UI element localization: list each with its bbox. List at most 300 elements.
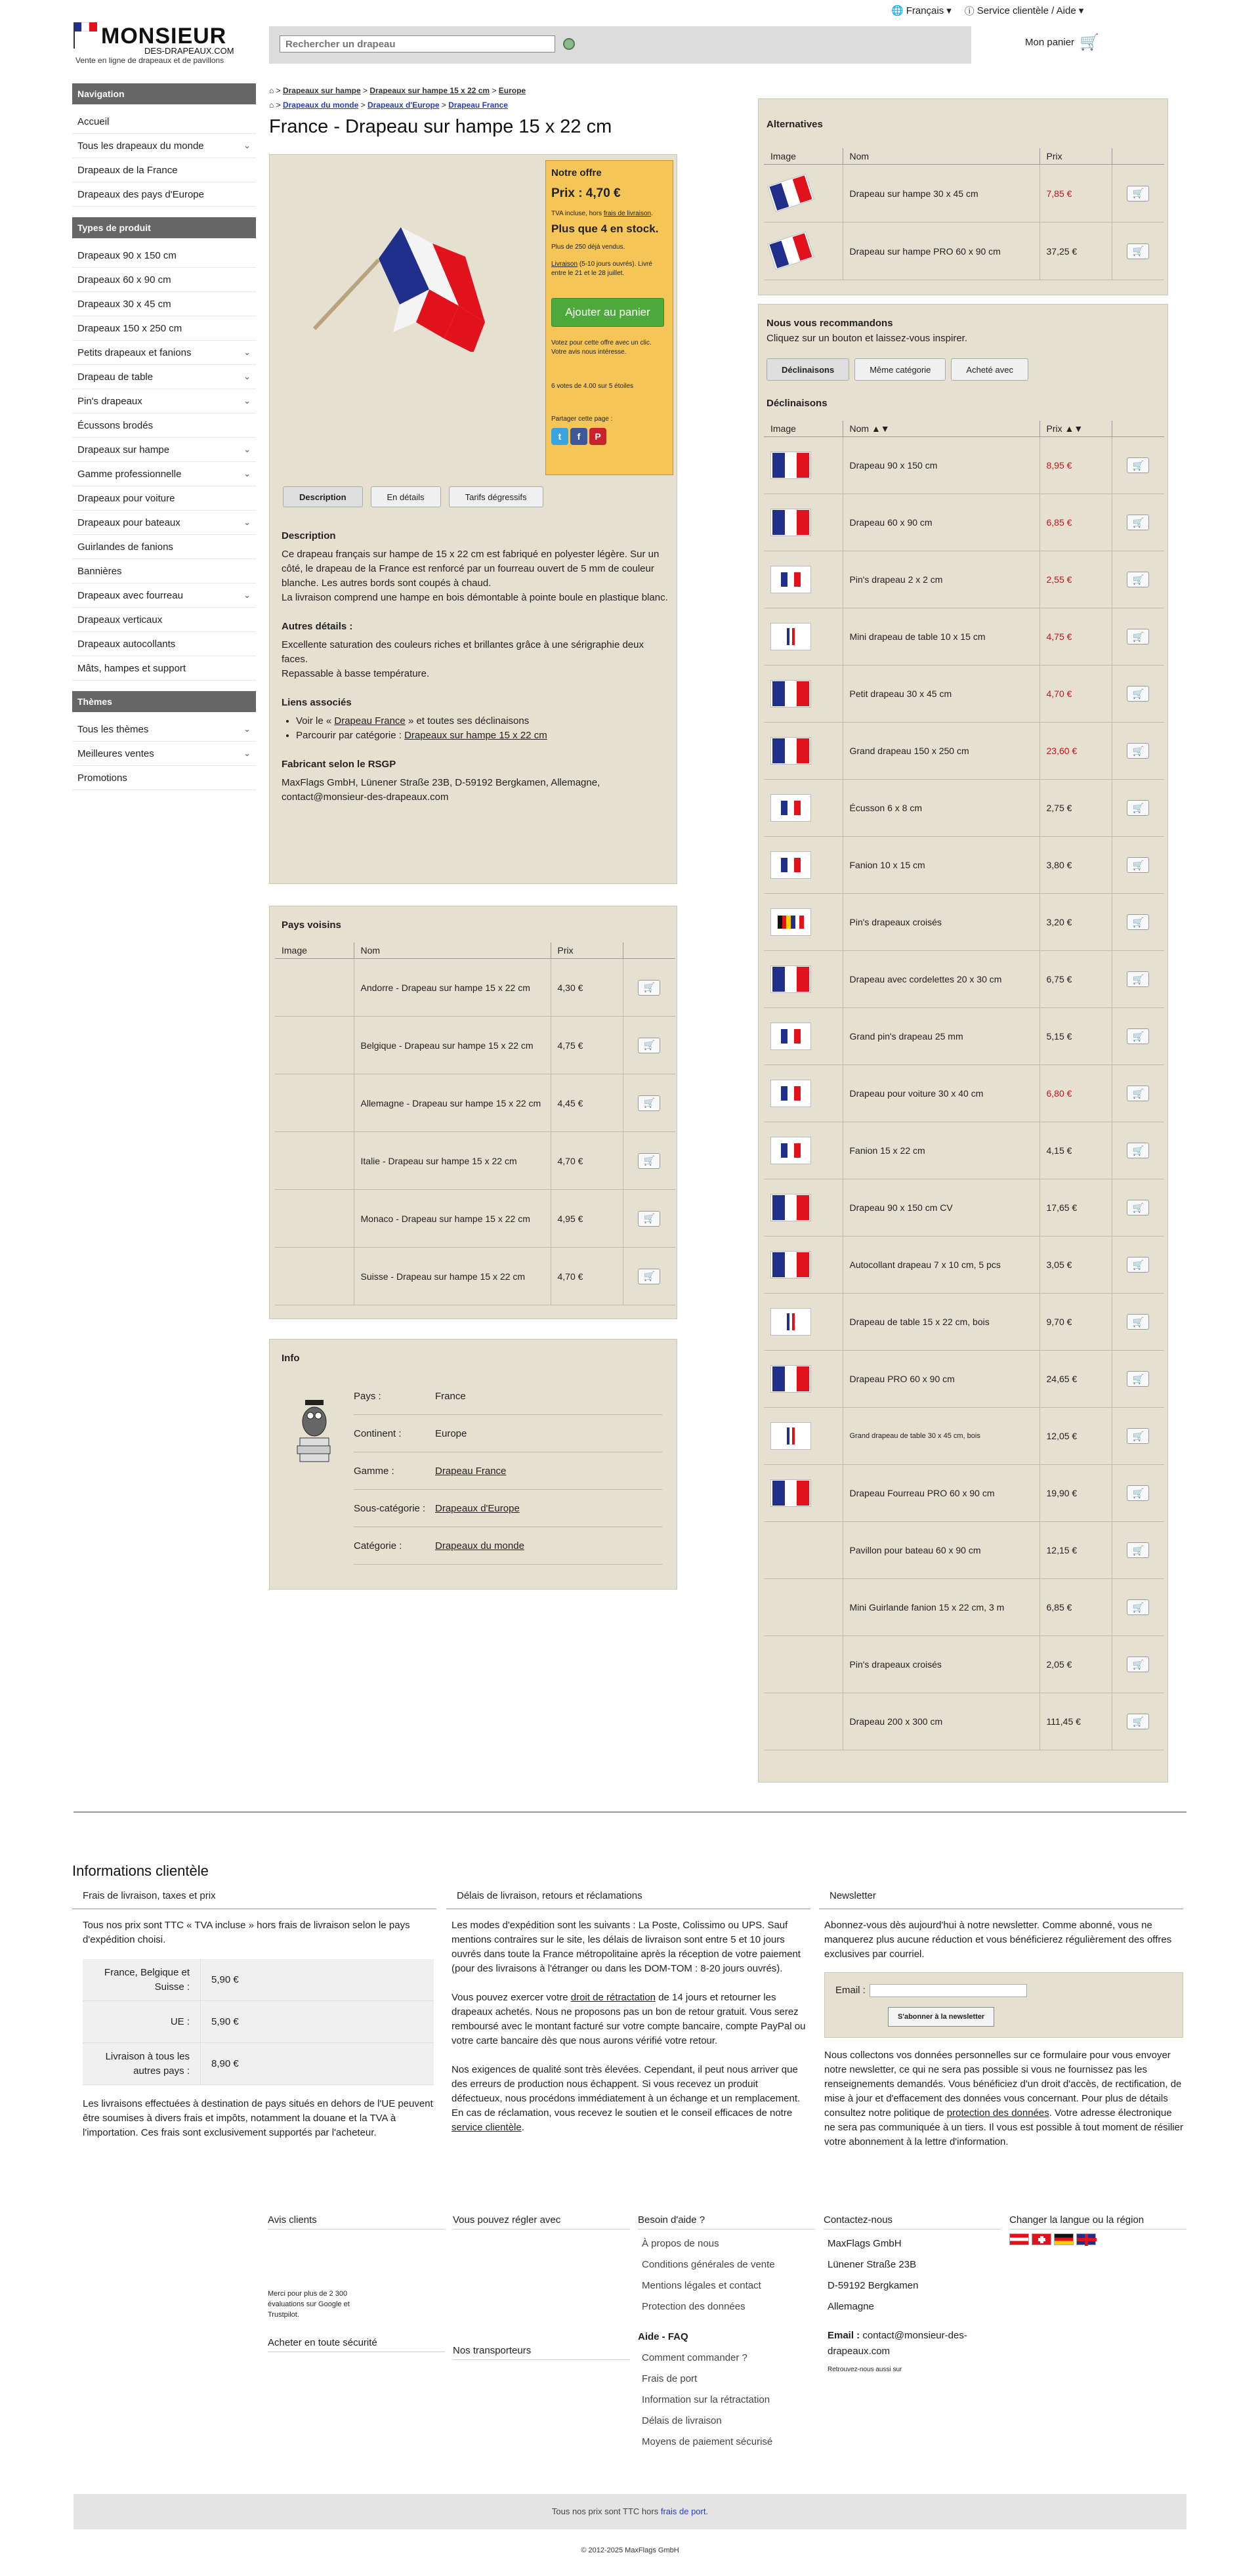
flag-thumbnail[interactable]: [770, 1080, 811, 1107]
add-cell: [1112, 1294, 1164, 1351]
sidebar-item[interactable]: [72, 535, 256, 559]
category-link[interactable]: Drapeaux sur hampe 15 x 22 cm: [404, 730, 547, 741]
image-cell: [764, 608, 843, 665]
product-name-link[interactable]: Drapeau pour voiture 30 x 40 cm: [843, 1065, 1040, 1122]
add-to-cart-icon[interactable]: 🛒: [638, 1038, 660, 1053]
divider: [74, 1811, 1186, 1813]
chevron-down-icon[interactable]: ⌄: [243, 590, 251, 600]
add-cell: [623, 1074, 675, 1132]
sidebar-item[interactable]: [72, 742, 256, 766]
table-row: [275, 959, 675, 1017]
shipping-price: 8,90 €: [211, 2058, 239, 2069]
table-row: [275, 1190, 675, 1248]
product-name-link[interactable]: Italie - Drapeau sur hampe 15 x 22 cm: [354, 1132, 551, 1190]
add-to-cart-icon[interactable]: 🛒: [1127, 1143, 1149, 1158]
info-value: Europe: [435, 1427, 467, 1439]
subscribe-button[interactable]: S'abonner à la newsletter: [888, 2007, 994, 2027]
flag-thumbnail[interactable]: [770, 1365, 811, 1393]
switzerland-flag-icon[interactable]: [1032, 2233, 1051, 2245]
add-cell: [1112, 1636, 1164, 1693]
product-name-link[interactable]: Fanion 15 x 22 cm: [843, 1122, 1040, 1179]
price: 7,85 €: [1040, 165, 1112, 222]
price: 4,70 €: [551, 1132, 623, 1190]
table-row: [764, 1122, 1164, 1179]
product-name-link[interactable]: Drapeau sur hampe 30 x 45 cm: [843, 165, 1040, 222]
image-cell: [764, 1636, 843, 1693]
recommend-title: Nous vous recommandons: [766, 318, 893, 329]
add-to-cart-button[interactable]: Ajouter au panier: [551, 298, 664, 327]
add-cell: [623, 1132, 675, 1190]
table-row: [764, 1008, 1164, 1065]
table-row: [275, 1017, 675, 1074]
flag-thumbnail[interactable]: [770, 737, 811, 765]
tab-variants[interactable]: Déclinaisons: [766, 358, 849, 381]
rating-text: 6 votes de 4.00 sur 5 étoiles: [551, 383, 634, 391]
info-key: Catégorie :: [354, 1540, 402, 1552]
add-to-cart-icon[interactable]: 🛒: [638, 1153, 660, 1169]
price: 12,15 €: [1040, 1522, 1112, 1579]
info-row: [354, 1415, 662, 1452]
add-to-cart-icon[interactable]: 🛒: [1127, 1028, 1149, 1044]
other-details-heading: Autres détails :: [282, 621, 353, 632]
add-to-cart-icon[interactable]: 🛒: [638, 1211, 660, 1227]
sidebar-item[interactable]: [72, 158, 256, 182]
image-cell: [764, 951, 843, 1008]
add-to-cart-icon[interactable]: 🛒: [638, 980, 660, 996]
price: 17,65 €: [1040, 1179, 1112, 1236]
shipping-price: 5,90 €: [211, 2016, 239, 2027]
germany-flag-icon[interactable]: [1054, 2233, 1074, 2245]
product-name-link[interactable]: Drapeau 60 x 90 cm: [843, 494, 1040, 551]
shipping-fees-link[interactable]: frais de port: [660, 2506, 706, 2516]
column-header: Image: [275, 942, 354, 959]
flag-thumbnail[interactable]: [770, 1422, 811, 1450]
chevron-down-icon[interactable]: ⌄: [243, 444, 251, 454]
add-to-cart-icon[interactable]: 🛒: [1127, 1086, 1149, 1101]
product-name-link[interactable]: Pin's drapeaux croisés: [843, 1636, 1040, 1693]
info-key: Gamme :: [354, 1465, 394, 1477]
info-link[interactable]: Drapeaux d'Europe: [435, 1502, 520, 1514]
chevron-down-icon[interactable]: ⌄: [243, 469, 251, 478]
sidebar-item[interactable]: [72, 182, 256, 207]
breadcrumb-link[interactable]: Drapeaux du monde: [282, 100, 359, 110]
product-name-link[interactable]: Drapeau 90 x 150 cm: [843, 437, 1040, 494]
pinterest-icon[interactable]: P: [589, 428, 606, 445]
flag-thumbnail[interactable]: [767, 173, 814, 212]
tab-details[interactable]: En détails: [371, 486, 441, 507]
sidebar-item[interactable]: [72, 717, 256, 742]
product-name-link[interactable]: Belgique - Drapeau sur hampe 15 x 22 cm: [354, 1017, 551, 1074]
sidebar-item-label: Drapeaux 60 x 90 cm: [77, 274, 171, 285]
product-name-link[interactable]: Mini Guirlande fanion 15 x 22 cm, 3 m: [843, 1579, 1040, 1636]
sidebar-item[interactable]: [72, 316, 256, 341]
price: 2,05 €: [1040, 1636, 1112, 1693]
add-cell: [623, 1248, 675, 1305]
sidebar-item[interactable]: [72, 583, 256, 608]
vote-note: Votez pour cette offre avec un clic. Votre avis nous intéresse.: [551, 339, 652, 356]
shipping-heading: Frais de livraison, taxes et prix: [72, 1889, 436, 1909]
price: 12,05 €: [1040, 1408, 1112, 1465]
footer-link[interactable]: Comment commander ?: [642, 2352, 747, 2363]
sidebar-item-label: Accueil: [77, 116, 110, 127]
cart-label: Mon panier: [1025, 37, 1075, 48]
sidebar-themes-title: Thèmes: [72, 691, 256, 712]
column-header: Prix: [551, 942, 623, 959]
add-cell: [623, 1017, 675, 1074]
sidebar-item-label: Drapeaux sur hampe: [77, 444, 170, 455]
add-cell: [1112, 665, 1164, 723]
footer-link[interactable]: Frais de port: [642, 2373, 698, 2384]
variants-table: [764, 421, 1164, 1750]
add-cell: [1112, 1122, 1164, 1179]
product-name-link[interactable]: Drapeau 200 x 300 cm: [843, 1693, 1040, 1750]
product-name-link[interactable]: Suisse - Drapeau sur hampe 15 x 22 cm: [354, 1248, 551, 1305]
payment-heading: Vous pouvez régler avec: [453, 2212, 630, 2229]
sidebar-item-label: Mâts, hampes et support: [77, 662, 186, 674]
flag-thumbnail[interactable]: [770, 965, 811, 993]
add-to-cart-icon[interactable]: 🛒: [1127, 1485, 1149, 1501]
price: 6,80 €: [1040, 1065, 1112, 1122]
sidebar-item[interactable]: [72, 243, 256, 268]
table-row: [764, 1693, 1164, 1750]
facebook-icon[interactable]: f: [570, 428, 587, 445]
price: 4,75 €: [551, 1017, 623, 1074]
image-cell: [764, 665, 843, 723]
price: 6,85 €: [1040, 494, 1112, 551]
sidebar-item[interactable]: [72, 341, 256, 365]
flag-thumbnail[interactable]: [770, 1194, 811, 1221]
product-name-link[interactable]: Grand pin's drapeau 25 mm: [843, 1008, 1040, 1065]
breadcrumb-link[interactable]: Europe: [498, 86, 526, 95]
product-name-link[interactable]: Drapeau 90 x 150 cm CV: [843, 1179, 1040, 1236]
add-cell: [1112, 437, 1164, 494]
product-name-link[interactable]: Drapeau avec cordelettes 20 x 30 cm: [843, 951, 1040, 1008]
add-to-cart-icon[interactable]: 🛒: [1127, 515, 1149, 530]
shipping-fees-link[interactable]: frais de livraison: [603, 209, 652, 217]
product-name-link[interactable]: Grand drapeau de table 30 x 45 cm, bois: [843, 1408, 1040, 1465]
add-cell: [1112, 1351, 1164, 1408]
add-cell: [1112, 608, 1164, 665]
product-tabs: [283, 486, 543, 507]
sidebar-item[interactable]: [72, 656, 256, 681]
price: 4,30 €: [551, 959, 623, 1017]
price: 4,70 €: [551, 1248, 623, 1305]
footer-link[interactable]: À propos de nous: [642, 2238, 719, 2249]
product-name-link[interactable]: Autocollant drapeau 7 x 10 cm, 5 pcs: [843, 1236, 1040, 1294]
sidebar-item[interactable]: [72, 413, 256, 438]
privacy-link[interactable]: protection des données: [946, 2107, 1049, 2119]
image-cell: [275, 1248, 354, 1305]
breadcrumb-link[interactable]: Drapeaux sur hampe 15 x 22 cm: [369, 86, 490, 95]
product-name-link[interactable]: Drapeau Fourreau PRO 60 x 90 cm: [843, 1465, 1040, 1522]
image-cell: [764, 1294, 843, 1351]
sidebar-item[interactable]: [72, 766, 256, 790]
language-flags: [1009, 2233, 1186, 2245]
neighbours-table: [275, 942, 675, 1305]
sidebar-item[interactable]: [72, 486, 256, 511]
footer-title: Informations clientèle: [72, 1863, 209, 1879]
product-image[interactable]: [301, 181, 492, 352]
image-cell: [275, 1190, 354, 1248]
add-to-cart-icon[interactable]: 🛒: [1127, 1314, 1149, 1330]
home-icon[interactable]: ⌂: [269, 86, 274, 95]
carriers-heading: Nos transporteurs: [453, 2342, 630, 2360]
info-key: Sous-catégorie :: [354, 1502, 426, 1514]
breadcrumb-link[interactable]: Drapeaux d'Europe: [367, 100, 440, 110]
footer-link[interactable]: Mentions légales et contact: [642, 2280, 761, 2291]
home-icon[interactable]: ⌂: [269, 100, 274, 110]
help-col: [638, 2212, 815, 2453]
flag-thumbnail[interactable]: [770, 1023, 811, 1050]
help-heading: Besoin d'aide ?: [638, 2212, 815, 2229]
search-input[interactable]: [280, 35, 555, 53]
add-to-cart-icon[interactable]: 🛒: [1127, 800, 1149, 816]
sidebar-item-label: Drapeau de table: [77, 371, 154, 383]
chevron-down-icon[interactable]: ⌄: [243, 517, 251, 527]
price: 37,25 €: [1040, 222, 1112, 280]
product-name-link[interactable]: Grand drapeau 150 x 250 cm: [843, 723, 1040, 780]
info-link[interactable]: Drapeau France: [435, 1465, 507, 1477]
chevron-down-icon[interactable]: ⌄: [243, 748, 251, 758]
footer-link[interactable]: Conditions générales de vente: [642, 2259, 775, 2270]
info-link[interactable]: Drapeaux du monde: [435, 1540, 524, 1552]
chevron-down-icon[interactable]: ⌄: [243, 140, 251, 150]
add-to-cart-icon[interactable]: 🛒: [1127, 629, 1149, 644]
product-name-link[interactable]: Fanion 10 x 15 cm: [843, 837, 1040, 894]
add-to-cart-icon[interactable]: 🛒: [1127, 1371, 1149, 1387]
footer-link[interactable]: Délais de livraison: [642, 2415, 722, 2426]
contact-line: Allemagne: [828, 2301, 874, 2312]
flag-thumbnail[interactable]: [770, 1251, 811, 1278]
sort-name-header[interactable]: Nom ▲▼: [843, 421, 1040, 437]
recommend-tabs: [766, 358, 1167, 381]
tab-pricing[interactable]: Tarifs dégressifs: [449, 486, 543, 507]
sidebar-item-label: Promotions: [77, 772, 127, 784]
language-selector[interactable]: 🌐 Français ▾: [891, 5, 952, 16]
flag-thumbnail[interactable]: [767, 231, 814, 270]
sidebar-item[interactable]: [72, 608, 256, 632]
add-cell: [1112, 1236, 1164, 1294]
add-to-cart-icon[interactable]: 🛒: [1127, 1428, 1149, 1444]
contact-heading: Contactez-nous: [824, 2212, 1001, 2229]
privacy-text: Nous collectons vos données personnelles sur ce formulaire pour vous envoyer notre newsletter, ce qui ne sera pas possible si vous ne fournissez pas les renseignements demandés. Vous bénéficiez d'un droit d'accès, de rectification, de mise à jour et d'effacement des données vous concernant. Pour plus de détails consultez notre politique de protection des données. Votre adresse électronique ne sera pas communiquée à un tiers. Il vous est possible à tout moment de résilier votre abonnement à la lettre d'information.: [824, 2050, 1183, 2147]
add-to-cart-icon[interactable]: 🛒: [1127, 243, 1149, 259]
breadcrumb-link[interactable]: Drapeaux sur hampe: [282, 86, 361, 95]
add-to-cart-icon[interactable]: 🛒: [638, 1269, 660, 1284]
contact-col: [824, 2212, 1001, 2380]
sidebar-item[interactable]: [72, 292, 256, 316]
footer-link[interactable]: Moyens de paiement sécurisé: [642, 2436, 773, 2447]
neighbours-title: Pays voisins: [282, 919, 341, 931]
add-to-cart-icon[interactable]: 🛒: [1127, 686, 1149, 702]
description-text: La livraison comprend une hampe en bois démontable à pointe boule en plastique blanc.: [282, 592, 668, 603]
sidebar-item-label: Gamme professionnelle: [77, 468, 182, 480]
product-name-link[interactable]: Monaco - Drapeau sur hampe 15 x 22 cm: [354, 1190, 551, 1248]
sidebar-item[interactable]: [72, 268, 256, 292]
product-name-link[interactable]: Pin's drapeaux croisés: [843, 894, 1040, 951]
table-row: [764, 551, 1164, 608]
tab-same-category[interactable]: Même catégorie: [854, 358, 946, 381]
product-name-link[interactable]: Allemagne - Drapeau sur hampe 15 x 22 cm: [354, 1074, 551, 1132]
add-to-cart-icon[interactable]: 🛒: [1127, 1257, 1149, 1273]
price: 9,70 €: [1040, 1294, 1112, 1351]
sidebar-item[interactable]: [72, 632, 256, 656]
add-to-cart-icon[interactable]: 🛒: [1127, 1714, 1149, 1729]
product-name-link[interactable]: Drapeau PRO 60 x 90 cm: [843, 1351, 1040, 1408]
sidebar-item[interactable]: [72, 365, 256, 389]
info-key: Pays :: [354, 1390, 381, 1402]
withdrawal-link[interactable]: droit de rétractation: [570, 1992, 656, 2003]
email-field[interactable]: [870, 1984, 1027, 1997]
footer-link[interactable]: Protection des données: [642, 2301, 746, 2312]
main-content: [269, 83, 677, 146]
cart-link[interactable]: [1025, 33, 1099, 52]
table-row: [764, 1522, 1164, 1579]
add-to-cart-icon[interactable]: 🛒: [1127, 743, 1149, 759]
add-to-cart-icon[interactable]: 🛒: [1127, 857, 1149, 873]
add-cell: [1112, 1179, 1164, 1236]
sidebar-item-label: Drapeaux avec fourreau: [77, 589, 183, 601]
add-to-cart-icon[interactable]: 🛒: [1127, 1657, 1149, 1672]
product-name-link[interactable]: Drapeau sur hampe PRO 60 x 90 cm: [843, 222, 1040, 280]
add-cell: [1112, 723, 1164, 780]
tab-bought-with[interactable]: Acheté avec: [951, 358, 1028, 381]
sidebar-item[interactable]: [72, 134, 256, 158]
sidebar: [72, 83, 256, 790]
table-row: [764, 222, 1164, 280]
sidebar-item-label: Drapeaux pour bateaux: [77, 517, 180, 528]
payment-col: [453, 2212, 630, 2364]
newsletter-heading: Newsletter: [819, 1889, 1183, 1909]
twitter-icon[interactable]: t: [551, 428, 568, 445]
tab-description[interactable]: Description: [283, 486, 363, 507]
neighbours-panel: [269, 906, 677, 1319]
sidebar-item[interactable]: [72, 110, 256, 134]
offer-title: Notre offre: [551, 167, 602, 179]
flag-thumbnail[interactable]: [770, 623, 811, 650]
product-name-link[interactable]: Écusson 6 x 8 cm: [843, 780, 1040, 837]
price: 3,80 €: [1040, 837, 1112, 894]
customer-service-link[interactable]: service clientèle: [452, 2122, 522, 2133]
add-to-cart-icon[interactable]: 🛒: [1127, 1542, 1149, 1558]
chevron-down-icon[interactable]: ⌄: [243, 396, 251, 406]
product-name-link[interactable]: Petit drapeau 30 x 45 cm: [843, 665, 1040, 723]
sidebar-item[interactable]: [72, 438, 256, 462]
details-text: Repassable à basse température.: [282, 668, 430, 679]
sidebar-item-label: Petits drapeaux et fanions: [77, 347, 192, 358]
logo-flag-icon: [74, 22, 80, 49]
sidebar-item[interactable]: [72, 559, 256, 583]
table-row: [764, 1636, 1164, 1693]
related-links-heading: Liens associés: [282, 697, 352, 708]
add-to-cart-icon[interactable]: 🛒: [1127, 971, 1149, 987]
image-cell: [275, 1017, 354, 1074]
price: 4,15 €: [1040, 1122, 1112, 1179]
add-to-cart-icon[interactable]: 🛒: [1127, 1200, 1149, 1215]
flag-thumbnail[interactable]: [770, 1479, 811, 1507]
sidebar-item-label: Drapeaux 90 x 150 cm: [77, 249, 177, 261]
austria-flag-icon[interactable]: [1009, 2233, 1029, 2245]
add-to-cart-icon[interactable]: 🛒: [1127, 186, 1149, 201]
uk-flag-icon[interactable]: [1076, 2233, 1096, 2245]
image-cell: [764, 165, 843, 222]
chevron-down-icon[interactable]: ⌄: [243, 347, 251, 357]
add-to-cart-icon[interactable]: 🛒: [638, 1095, 660, 1111]
shipping-table: [83, 1959, 434, 2085]
price: 2,75 €: [1040, 780, 1112, 837]
product-name-link[interactable]: Drapeau de table 15 x 22 cm, bois: [843, 1294, 1040, 1351]
product-name-link[interactable]: Mini drapeau de table 10 x 15 cm: [843, 608, 1040, 665]
product-name-link[interactable]: Andorre - Drapeau sur hampe 15 x 22 cm: [354, 959, 551, 1017]
sidebar-item[interactable]: [72, 389, 256, 413]
newsletter-form: [824, 1972, 1183, 2038]
price: 4,95 €: [551, 1190, 623, 1248]
top-bar: [891, 0, 1167, 21]
flag-thumbnail[interactable]: [770, 452, 811, 479]
chevron-down-icon[interactable]: ⌄: [243, 724, 251, 734]
reviews-heading: Avis clients: [268, 2212, 445, 2229]
image-cell: [764, 780, 843, 837]
returns-text: Nos exigences de qualité sont très élevées. Cependant, il peut nous arriver que des erreurs de production nous échappent. Si vous recevez un produit défectueux, nous procédons immédiatement à un échange et un remplacement. En cas de réclamation, vous recevez le soutien et le conseil efficaces de notre service clientèle.: [452, 2064, 801, 2133]
flag-thumbnail[interactable]: [770, 908, 811, 936]
add-to-cart-icon[interactable]: 🛒: [1127, 914, 1149, 930]
add-to-cart-icon[interactable]: 🛒: [1127, 572, 1149, 587]
flag-france-link[interactable]: Drapeau France: [334, 715, 406, 727]
variants-heading: Déclinaisons: [766, 398, 828, 409]
price: 6,85 €: [1040, 1579, 1112, 1636]
table-row: [764, 437, 1164, 494]
sidebar-item-label: Écussons brodés: [77, 419, 154, 431]
add-cell: [623, 959, 675, 1017]
sidebar-item-label: Drapeaux autocollants: [77, 638, 176, 650]
footer-bar: Tous nos prix sont TTC hors frais de port.: [74, 2494, 1186, 2529]
sidebar-item[interactable]: [72, 462, 256, 486]
delivery-link[interactable]: Livraison: [551, 261, 578, 268]
column-header: Image: [764, 421, 843, 437]
flag-thumbnail[interactable]: [770, 566, 811, 593]
alternatives-table: [764, 148, 1164, 280]
table-row: [764, 894, 1164, 951]
contact-line: D-59192 Bergkamen: [828, 2280, 919, 2291]
sort-price-header[interactable]: Prix ▲▼: [1040, 421, 1112, 437]
add-cell: [623, 1190, 675, 1248]
flag-thumbnail[interactable]: [770, 1137, 811, 1164]
add-cell: [1112, 1008, 1164, 1065]
price: 6,75 €: [1040, 951, 1112, 1008]
chevron-down-icon[interactable]: ⌄: [243, 371, 251, 381]
table-row: [764, 665, 1164, 723]
footer-link[interactable]: Information sur la rétractation: [642, 2394, 770, 2405]
contact-line: MaxFlags GmbH: [828, 2238, 902, 2249]
flag-thumbnail[interactable]: [770, 851, 811, 879]
service-menu[interactable]: ⓘ Service clientèle / Aide ▾: [964, 5, 1084, 17]
flag-thumbnail[interactable]: [770, 1308, 811, 1336]
logo[interactable]: [74, 20, 264, 66]
add-to-cart-icon[interactable]: 🛒: [1127, 1599, 1149, 1615]
sidebar-item[interactable]: [72, 511, 256, 535]
product-name-link[interactable]: Pin's drapeau 2 x 2 cm: [843, 551, 1040, 608]
product-name-link[interactable]: Pavillon pour bateau 60 x 90 cm: [843, 1522, 1040, 1579]
flag-thumbnail[interactable]: [770, 680, 811, 707]
info-title: Info: [282, 1353, 300, 1364]
flag-thumbnail[interactable]: [770, 509, 811, 536]
add-to-cart-icon[interactable]: 🛒: [1127, 457, 1149, 473]
table-row: [764, 494, 1164, 551]
sidebar-item-label: Meilleures ventes: [77, 748, 154, 759]
search-icon[interactable]: [563, 38, 575, 50]
breadcrumb-link[interactable]: Drapeau France: [448, 100, 508, 110]
flag-thumbnail[interactable]: [770, 794, 811, 822]
